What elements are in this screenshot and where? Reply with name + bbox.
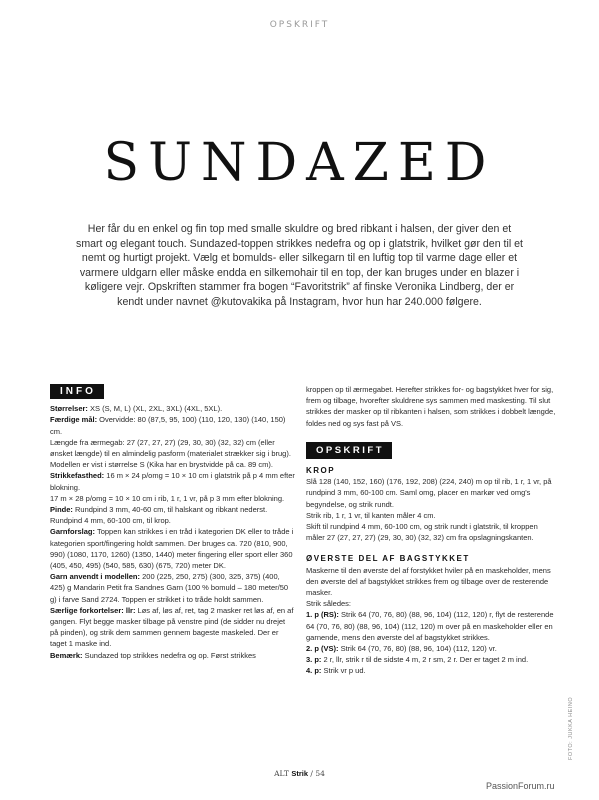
krop-step-1: Slå 128 (140, 152, 160) (176, 192, 208) (224, 240) m op til rib, 1 r, 1 vr, på rundpind 3 mm, 60-100 cm. Saml omg, placer en markør ved omg's begyndelse, og strik rundt. — [306, 477, 552, 509]
page-footer: ALT Strik / 54 — [274, 769, 325, 778]
info-column — [50, 384, 295, 661]
model-line: Modellen er vist i størrelse S (Kika har en brystvidde på ca. 89 cm). — [50, 460, 274, 470]
note-continued: kroppen op til ærmegabet. Herefter strikkes for- og bagstykket hver for sig, frem og tilbage, hvorefter skuldrene sys sammen med maskesting. Til slut strikkes der masker op til ribkanten i halsen, som strikkes i dobbelt længde, foldes ned og sys fast på VS. — [306, 385, 556, 428]
length-line: Længde fra ærmegab: 27 (27, 27, 27) (29, 30, 30) (32, 32) cm (eller ønsket længde) til en almindelig pasform (materialet strækker sig i brug). — [50, 437, 291, 459]
yarn-used-line: Garn anvendt i modellen: 200 (225, 250, 275) (300, 325, 375) (400, 425) g Mandarin Petit fra Sandnes Garn (100 % bomuld – 180 meter/50 g) i farve Sand 2724. Toppen er strikket i to tråde holdt sammen. — [50, 572, 289, 604]
opskrift-header: OPSKRIFT — [306, 442, 392, 459]
measures-line: Færdige mål: Overvidde: 80 (87,5, 95, 100) (110, 120, 130) (140, 150) cm. — [50, 415, 286, 436]
pattern-column — [306, 384, 556, 677]
gauge-line: Strikkefasthed: 16 m × 24 p/omg = 10 × 10 cm i glatstrik på p 4 mm efter blokning. — [50, 471, 295, 492]
back-instruction: Strik således: — [306, 599, 352, 609]
row-1: 1. p (RS): Strik 64 (70, 76, 80) (88, 96, 104) (112, 120) r, flyt de resterende 64 (70, 76, 80) (88, 96, 104) (112, 120) m over på en maskeholder eller en garnende, mens den øverste del af bagstykket strikkes. — [306, 610, 554, 642]
note-line: Bemærk: Sundazed top strikkes nedefra og op. Først strikkes — [50, 650, 256, 660]
magazine-name: ALT Strik — [274, 769, 309, 778]
row-2: 2. p (VS): Strik 64 (70, 76, 80) (88, 96, 104) (112, 120) vr. — [306, 644, 497, 654]
yarn-suggestion-line: Garnforslag: Toppen kan strikkes i en tråd i kategorien DK eller to tråde i kategorien sport/fingering holdt sammen. Der bruges ca. 720 (810, 900, 990) (1080, 1170, 1260) (1350, 1440) meter fingering eller sport eller 360 (405, 450, 495) (540, 585, 630) (675, 720) meter DK. — [50, 527, 294, 571]
row-3: 3. p: 2 r, llr, strik r til de sidste 4 m, 2 r sm, 2 r. Der er taget 2 m ind. — [306, 655, 529, 665]
photo-credit: FOTO: JUKKA HEINO — [568, 696, 574, 760]
krop-step-3: Skift til rundpind 4 mm, 60-100 cm, og strik rundt i glatstrik, til kroppen måler 27 (27, 27, 27) (29, 30, 30) (32, 32) cm fra opslagningskanten. — [306, 522, 538, 543]
section-kicker: OPSKRIFT — [269, 20, 330, 30]
page-title: SUNDAZED — [103, 133, 496, 193]
krop-subheading: KROP — [306, 466, 336, 476]
abbreviations-line: Særlige forkortelser: llr: Løs af, løs af, ret, tag 2 masker ret løs af, en af gangen. Flyt begge masker tilbage på venstre pind (de sidder nu drejet på pinden), og strik dem sammen gennem bageste maskeled. Der er taget 1 maske ind. — [50, 605, 294, 649]
sizes-line: Størrelser: XS (S, M, L) (XL, 2XL, 3XL) (4XL, 5XL). — [50, 404, 223, 414]
gauge-rib-line: 17 m × 28 p/omg = 10 × 10 cm i rib, 1 r, 1 vr, på p 3 mm efter blokning. — [50, 493, 285, 503]
back-subheading: ØVERSTE DEL AF BAGSTYKKET — [306, 554, 470, 564]
intro-paragraph: Her får du en enkel og fin top med smalle skuldre og bred ribkant i halsen, der giver den et smart og elegant touch. Sundazed-toppen strikkes nedefra og op i glatstrik, hvilket gør den til et nemt og hurtigt projekt. Vælg et bomulds- eller silkegarn til en luftig top til varme dage eller et varmere uldgarn eller måske endda en silkemohair til en top, der kan bruges under en blazer i køligere vejr. Opskriften stammer fra bogen “Favoritstrik” af finske Veronika Lindberg, der er kendt under navnet @kutovakika på Instagram, hvor hun har 240.000 følgere. — [76, 223, 523, 308]
needles-line: Pinde: Rundpind 3 mm, 40-60 cm, til halskant og ribkant nederst. Rundpind 4 mm, 60-100 cm, til krop. — [50, 505, 268, 526]
row-4: 4. p: Strik vr p ud. — [306, 666, 366, 676]
krop-step-2: Strik rib, 1 r, 1 vr, til kanten måler 4 cm. — [306, 510, 436, 520]
back-intro: Maskerne til den øverste del af forstykket hviler på en maskeholder, mens den øverste del af bagstykket strikkes frem og tilbage over de resterende masker. — [306, 565, 551, 598]
page-number: 54 — [315, 769, 325, 778]
watermark: PassionForum.ru — [486, 781, 555, 791]
info-header: INFO — [50, 384, 104, 399]
